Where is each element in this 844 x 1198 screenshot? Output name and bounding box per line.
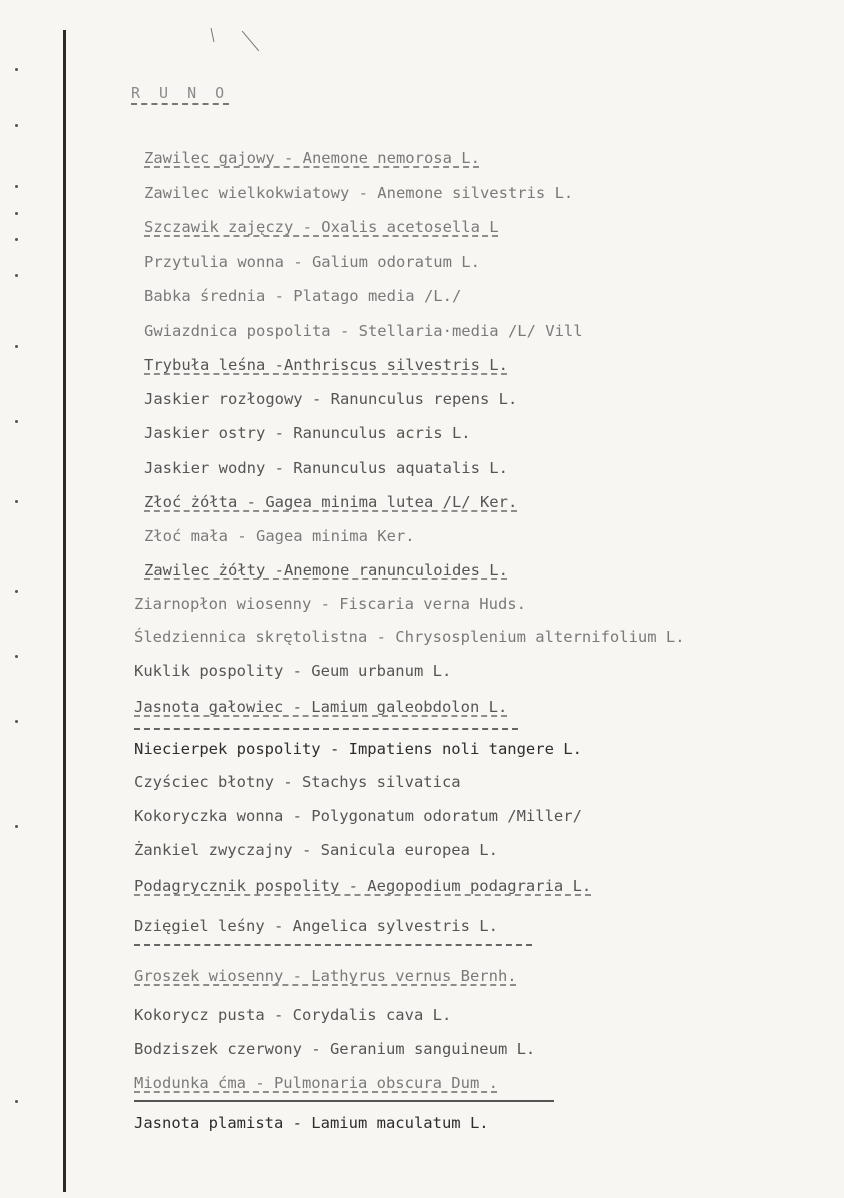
list-item: Zawilec żółty -Anemone ranunculoides L. (144, 561, 508, 579)
list-item: Trybuła leśna -Anthriscus silvestris L. (144, 356, 508, 374)
list-item: Złoć żółta - Gagea minima lutea /L/ Ker. (144, 493, 518, 511)
page-title: R U N O (131, 84, 229, 105)
list-item: Czyściec błotny - Stachys silvatica (134, 773, 461, 791)
list-item: Niecierpek pospolity - Impatiens noli tangere L. (134, 740, 582, 758)
list-item: Jaskier ostry - Ranunculus acris L. (144, 424, 471, 442)
list-item: Bodziszek czerwony - Geranium sanguineum L. (134, 1040, 536, 1058)
punch-mark (15, 68, 18, 71)
punch-mark (15, 420, 18, 423)
list-item: Zawilec wielkokwiatowy - Anemone silvestris L. (144, 184, 574, 202)
list-item: Szczawik zajęczy - Oxalis acetosella L (144, 218, 499, 236)
list-item: Śledziennica skrętolistna - Chrysosplenium alternifolium L. (134, 628, 685, 646)
list-item: Groszek wiosenny - Lathyrus vernus Bernh. (134, 967, 517, 985)
punch-mark (15, 1100, 18, 1103)
dashed-separator (134, 728, 518, 730)
list-item: Przytulia wonna - Galium odoratum L. (144, 253, 480, 271)
list-item: Kokorycz pusta - Corydalis cava L. (134, 1006, 452, 1024)
punch-mark (15, 345, 18, 348)
list-item: Złoć mała - Gagea minima Ker. (144, 527, 415, 545)
list-item: Zawilec gajowy - Anemone nemorosa L. (144, 149, 480, 167)
list-item: Dzięgiel leśny - Angelica sylvestris L. (134, 917, 498, 935)
pencil-mark (242, 31, 259, 52)
dashed-separator (134, 944, 532, 946)
list-item: Kokoryczka wonna - Polygonatum odoratum /Miller/ (134, 807, 582, 825)
list-item: Podagrycznik pospolity - Aegopodium podagraria L. (134, 877, 592, 895)
list-item: Ziarnopłon wiosenny - Fiscaria verna Huds. (134, 595, 526, 613)
binding-line (63, 30, 66, 1192)
list-item: Jaskier wodny - Ranunculus aquatalis L. (144, 459, 508, 477)
pencil-mark (211, 28, 215, 42)
list-item: Babka średnia - Platago media /L./ (144, 287, 462, 305)
punch-mark (15, 238, 18, 241)
list-item: Kuklik pospolity - Geum urbanum L. (134, 662, 452, 680)
list-item: Gwiazdnica pospolita - Stellaria·media /L/ Vill (144, 322, 583, 340)
list-item: Żankiel zwyczajny - Sanicula europea L. (134, 841, 498, 859)
list-item: Jasnota plamista - Lamium maculatum L. (134, 1114, 489, 1132)
list-item: Jaskier rozłogowy - Ranunculus repens L. (144, 390, 518, 408)
list-item: Jasnota gałowiec - Lamium galeobdolon L. (134, 698, 508, 716)
punch-mark (15, 274, 18, 277)
solid-separator (134, 1100, 554, 1102)
punch-mark (15, 655, 18, 658)
punch-mark (15, 124, 18, 127)
punch-mark (15, 590, 18, 593)
list-item: Miodunka ćma - Pulmonaria obscura Dum . (134, 1074, 498, 1092)
punch-mark (15, 500, 18, 503)
punch-mark (15, 212, 18, 215)
punch-mark (15, 825, 18, 828)
punch-mark (15, 720, 18, 723)
punch-mark (15, 185, 18, 188)
